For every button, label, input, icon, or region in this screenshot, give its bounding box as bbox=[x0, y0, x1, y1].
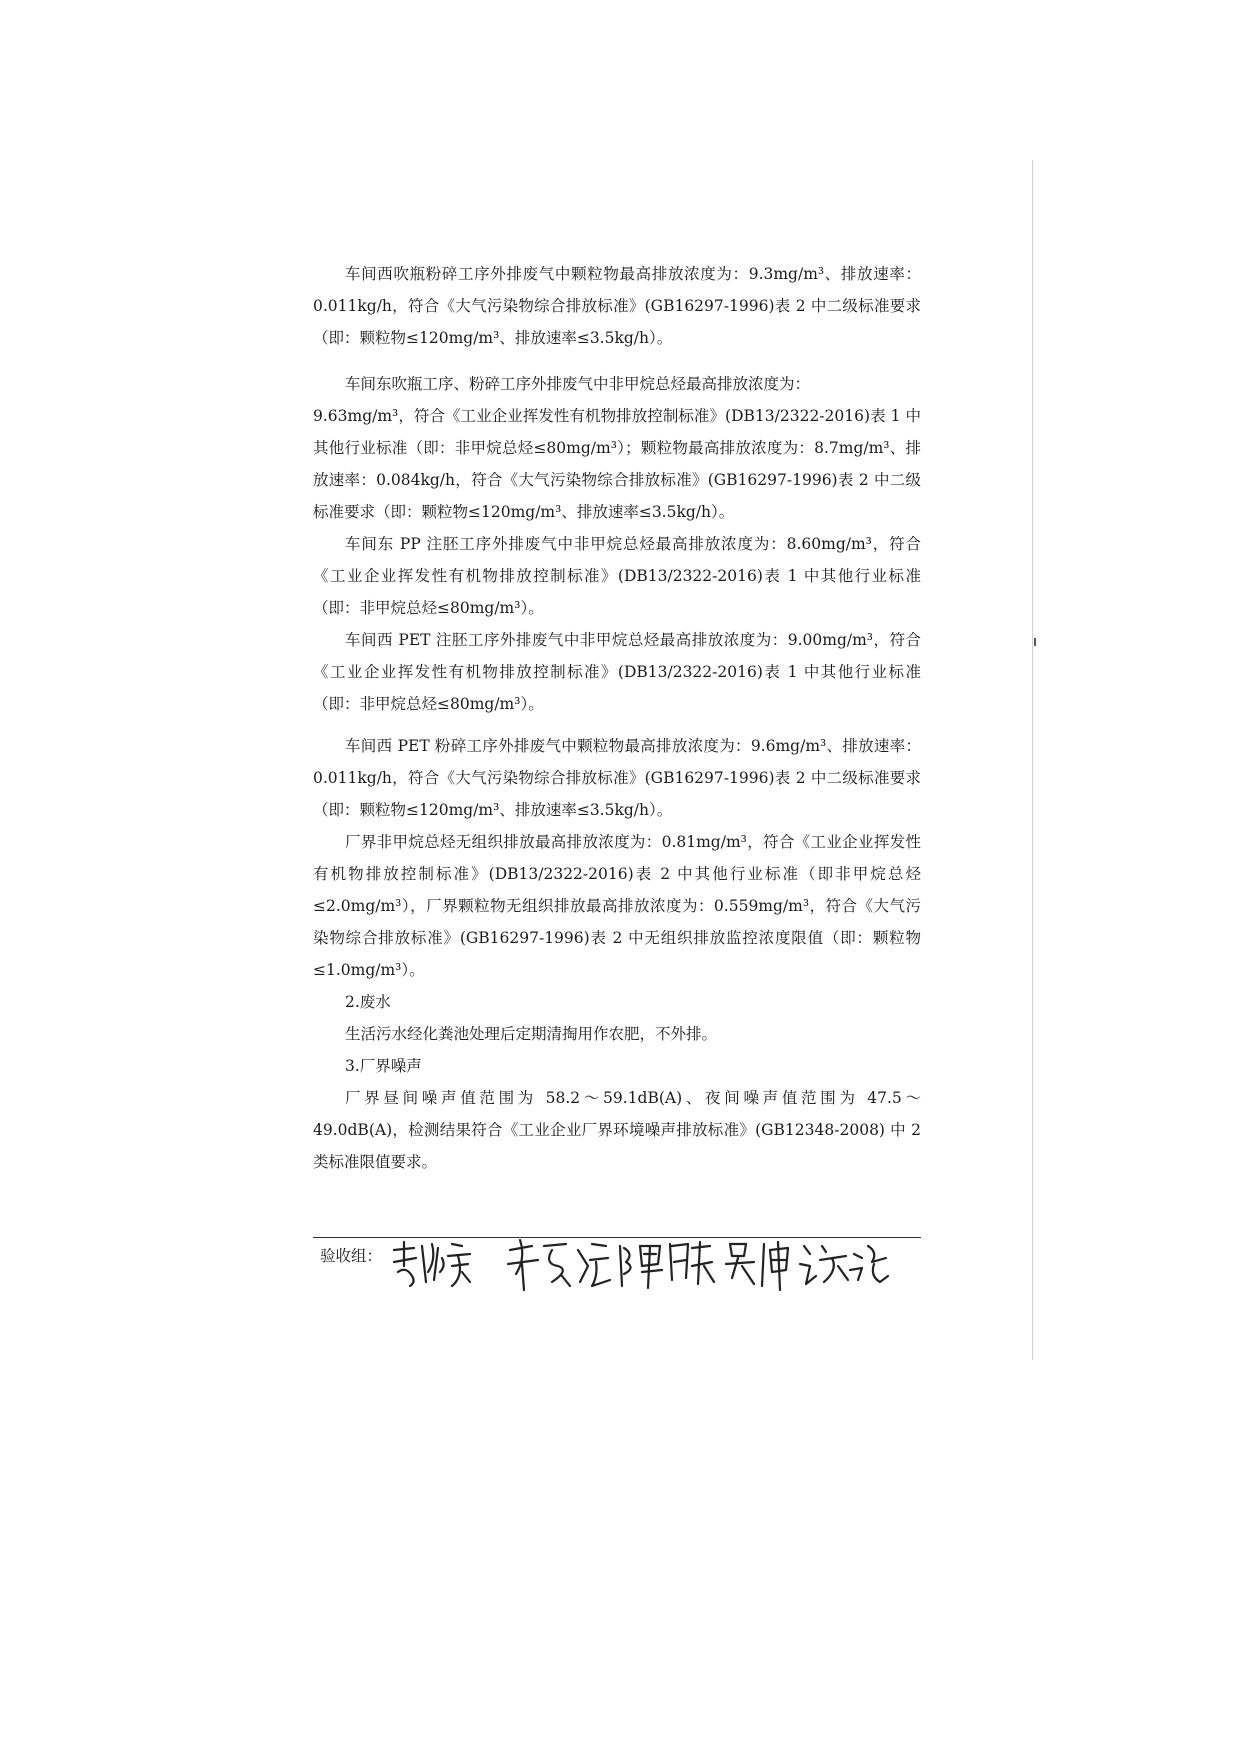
signature-3 bbox=[620, 1242, 714, 1288]
section-heading-wastewater: 2.废水 bbox=[345, 993, 391, 1011]
section-heading-noise: 3.厂界噪声 bbox=[345, 1057, 422, 1075]
paragraph-wastewater: 生活污水经化粪池处理后定期清掏用作农肥，不外排。 bbox=[345, 1025, 718, 1043]
document-body bbox=[313, 258, 921, 1178]
handwritten-signatures bbox=[392, 1236, 892, 1296]
signature-label: 验收组： bbox=[320, 1247, 383, 1265]
paragraph-west-pet-crush: 车间西 PET 粉碎工序外排废气中颗粒物最高排放浓度为：9.6mg/m³、排放速率：0.011kg/h，符合《大气污染物综合排放标准》(GB16297-1996)表 2 中二级标准要求（即：颗粒物≤120mg/m³、排放速率≤3.5kg/h）。 bbox=[313, 737, 921, 819]
paragraph-noise: 厂界昼间噪声值范围为 58.2～59.1dB(A)、夜间噪声值范围为 47.5～49.0dB(A)，检测结果符合《工业企业厂界环境噪声排放标准》(GB12348-2008) 中 2 类标准限值要求。 bbox=[313, 1089, 921, 1171]
signature-2 bbox=[508, 1240, 610, 1290]
scan-edge-line bbox=[1032, 160, 1033, 1360]
signature-1 bbox=[394, 1242, 470, 1286]
signature-4 bbox=[726, 1242, 788, 1290]
paragraph-east-blow-crush-intro: 车间东吹瓶工序、粉碎工序外排废气中非甲烷总烃最高排放浓度为： bbox=[345, 375, 811, 393]
paragraph-boundary-unorganized: 厂界非甲烷总烃无组织排放最高排放浓度为：0.81mg/m³，符合《工业企业挥发性有机物排放控制标准》(DB13/2322-2016)表 2 中其他行业标准（即非甲烷总烃≤2.0mg/m³），厂界颗粒物无组织排放最高排放浓度为：0.559mg/m³，符合《大气污染物综合排放标准》(GB16297-1996)表 2 中无组织排放监控浓度限值（即：颗粒物≤1.0mg/m³）。 bbox=[313, 833, 921, 979]
paragraph-west-blow-crush: 车间西吹瓶粉碎工序外排废气中颗粒物最高排放浓度为：9.3mg/m³、排放速率：0.011kg/h，符合《大气污染物综合排放标准》(GB16297-1996)表 2 中二级标准要求（即：颗粒物≤120mg/m³、排放速率≤3.5kg/h）。 bbox=[313, 265, 921, 347]
signature-5 bbox=[800, 1246, 888, 1284]
paragraph-east-pp-injection: 车间东 PP 注胚工序外排废气中非甲烷总烃最高排放浓度为：8.60mg/m³，符合《工业企业挥发性有机物排放控制标准》(DB13/2322-2016)表 1 中其他行业标准（即：非甲烷总烃≤80mg/m³）。 bbox=[313, 535, 921, 617]
scan-edge-tick bbox=[1034, 638, 1036, 646]
paragraph-west-pet-injection: 车间西 PET 注胚工序外排废气中非甲烷总烃最高排放浓度为：9.00mg/m³，符合《工业企业挥发性有机物排放控制标准》(DB13/2322-2016)表 1 中其他行业标准（即：非甲烷总烃≤80mg/m³）。 bbox=[313, 631, 921, 713]
paragraph-east-blow-crush-body: 9.63mg/m³，符合《工业企业挥发性有机物排放控制标准》(DB13/2322-2016)表 1 中其他行业标准（即：非甲烷总烃≤80mg/m³）；颗粒物最高排放浓度为：8.7mg/m³、排放速率：0.084kg/h，符合《大气污染物综合排放标准》(GB16297-1996)表 2 中二级标准要求（即：颗粒物≤120mg/m³、排放速率≤3.5kg/h）。 bbox=[313, 407, 921, 521]
